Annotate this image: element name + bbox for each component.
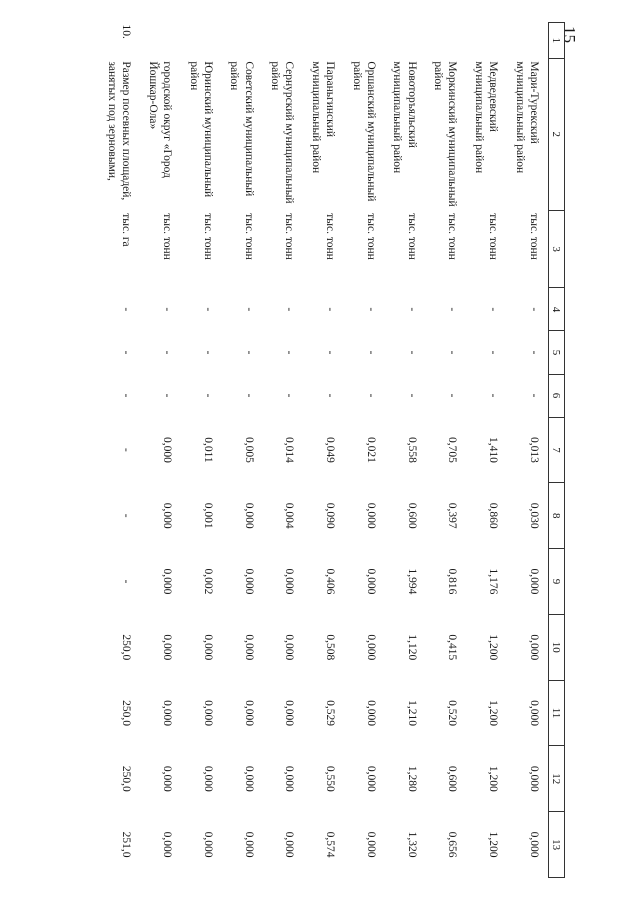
- row-value: -: [283, 307, 296, 312]
- row-value: 0,000: [161, 568, 174, 595]
- row-value: 0,000: [161, 700, 174, 726]
- row-value: 0,397: [446, 502, 459, 529]
- row-value: -: [202, 307, 214, 312]
- row-value: 0,415: [446, 634, 459, 661]
- row-number: [263, 23, 304, 59]
- row-value: 0,816: [446, 568, 459, 595]
- row-value: 0,000: [242, 568, 255, 595]
- row-name: Медведевский муниципальный район: [472, 61, 500, 174]
- row-value: -: [487, 307, 500, 312]
- row-value: 1,120: [405, 634, 418, 661]
- row-unit: тыс. тонн: [446, 213, 459, 260]
- row-value: -: [120, 513, 133, 518]
- row-value: 0,656: [446, 831, 459, 858]
- header-cell: 12: [549, 746, 565, 812]
- row-value: -: [120, 448, 133, 452]
- row-value: 1,320: [405, 831, 418, 858]
- row-number: [385, 23, 426, 59]
- row-unit: тыс. га: [120, 213, 133, 247]
- row-value: 0,000: [528, 634, 540, 661]
- row-value: 1,200: [487, 700, 500, 726]
- row-value: 0,860: [487, 502, 500, 529]
- row-value: 1,200: [487, 765, 500, 792]
- row-value: 1,200: [487, 831, 500, 858]
- header-cell: 9: [549, 549, 565, 615]
- row-value: -: [365, 350, 377, 355]
- row-name: Сернурский муниципальный район: [269, 61, 296, 204]
- row-value: -: [242, 307, 255, 312]
- table-row: [507, 23, 548, 878]
- row-number: [344, 23, 385, 59]
- header-cell: 1: [549, 23, 565, 59]
- row-value: -: [242, 393, 255, 398]
- row-value: 1,210: [405, 700, 418, 726]
- row-value: 0,000: [283, 634, 296, 661]
- row-value: -: [446, 393, 459, 398]
- row-value: 0,090: [324, 502, 337, 529]
- table-row: [100, 23, 141, 878]
- row-value: 0,000: [283, 700, 296, 726]
- row-value: 0,000: [242, 634, 255, 661]
- row-value: -: [324, 350, 337, 355]
- row-value: 0,000: [161, 831, 174, 858]
- row-value: 0,000: [242, 765, 255, 792]
- row-value: 0,002: [202, 568, 214, 595]
- row-value: 1,200: [487, 634, 500, 661]
- row-value: 0,000: [161, 765, 174, 792]
- row-value: 0,000: [365, 568, 377, 595]
- row-value: -: [528, 307, 540, 312]
- row-value: 0,550: [324, 765, 337, 792]
- table-row: [344, 23, 385, 878]
- row-value: 1,994: [405, 568, 418, 595]
- row-value: 250,0: [120, 700, 133, 726]
- row-value: 0,011: [202, 437, 214, 463]
- row-value: -: [487, 350, 500, 355]
- header-cell: 7: [549, 417, 565, 483]
- row-number: [507, 23, 548, 59]
- row-value: 0,406: [324, 568, 337, 595]
- header-cell: 6: [549, 374, 565, 417]
- row-unit: тыс. тонн: [202, 213, 214, 260]
- row-name: Мари-Турекский муниципальный район: [513, 61, 540, 174]
- row-number: [304, 23, 345, 59]
- row-value: -: [405, 307, 418, 312]
- row-value: 0,000: [242, 831, 255, 858]
- row-value: 1,410: [487, 437, 500, 463]
- row-unit: тыс. тонн: [283, 213, 296, 260]
- row-value: -: [202, 393, 214, 398]
- row-value: 0,705: [446, 437, 459, 463]
- table-row: [141, 23, 182, 878]
- row-value: -: [446, 307, 459, 312]
- row-unit: тыс. тонн: [365, 213, 377, 260]
- row-value: 0,000: [528, 831, 540, 858]
- row-value: 0,013: [528, 437, 540, 463]
- rotated-table-container: [100, 22, 565, 878]
- row-value: 250,0: [120, 765, 133, 792]
- row-value: 0,000: [365, 502, 377, 529]
- header-row: [549, 23, 565, 878]
- row-value: 0,000: [365, 831, 377, 858]
- row-value: -: [161, 350, 174, 355]
- row-value: -: [283, 393, 296, 398]
- table-row: [222, 23, 263, 878]
- row-value: -: [161, 393, 174, 398]
- row-unit: тыс. тонн: [161, 213, 174, 260]
- row-value: 0,000: [161, 634, 174, 661]
- row-value: 1,280: [405, 765, 418, 792]
- header-cell: 4: [549, 288, 565, 331]
- table-row: [181, 23, 222, 878]
- row-name: городской округ «Город Йошкар-Ола»: [146, 61, 174, 178]
- row-unit: тыс. тонн: [487, 213, 500, 260]
- header-cell: 5: [549, 331, 565, 374]
- row-value: 0,558: [405, 437, 418, 463]
- row-name: Параньгинский муниципальный район: [309, 61, 337, 174]
- row-value: 0,600: [446, 765, 459, 792]
- row-value: 0,000: [161, 502, 174, 529]
- table-row: [467, 23, 508, 878]
- row-value: 0,000: [528, 568, 540, 595]
- row-value: 0,000: [283, 568, 296, 595]
- table-row: [304, 23, 345, 878]
- row-name: Советский муниципальный район: [228, 61, 255, 197]
- row-value: -: [528, 393, 540, 398]
- row-value: 251,0: [120, 831, 133, 858]
- header-cell: 2: [549, 58, 565, 210]
- row-value: -: [161, 307, 174, 312]
- row-value: 0,004: [283, 502, 296, 529]
- row-value: 0,021: [365, 437, 377, 463]
- row-value: -: [405, 393, 418, 398]
- row-value: -: [324, 307, 337, 312]
- header-cell: 13: [549, 812, 565, 878]
- row-value: 0,000: [283, 831, 296, 858]
- row-number: [426, 23, 467, 59]
- row-name: Размер посевных площадей, занятых под зерновыми,: [106, 61, 133, 201]
- header-cell: 11: [549, 680, 565, 746]
- row-name: Оршанский муниципальный район: [350, 61, 377, 202]
- row-value: -: [202, 350, 214, 355]
- row-value: -: [324, 393, 337, 398]
- row-value: 0,520: [446, 700, 459, 726]
- row-value: 0,000: [161, 437, 174, 463]
- table-row: [263, 23, 304, 878]
- header-cell: 8: [549, 483, 565, 549]
- page-number: 15: [560, 26, 579, 43]
- table-row: [426, 23, 467, 878]
- row-value: -: [120, 393, 133, 398]
- row-value: -: [487, 393, 500, 398]
- row-number: [467, 23, 508, 59]
- row-value: 0,000: [528, 765, 540, 792]
- row-number: 10.: [120, 24, 133, 39]
- header-cell: 3: [549, 210, 565, 288]
- row-value: 0,600: [405, 502, 418, 529]
- row-value: 0,000: [202, 700, 214, 726]
- row-value: 0,000: [242, 502, 255, 529]
- row-value: 0,000: [242, 700, 255, 726]
- row-value: 0,000: [202, 765, 214, 792]
- row-unit: тыс. тонн: [242, 213, 255, 260]
- row-number: [222, 23, 263, 59]
- indicators-table: [100, 22, 565, 878]
- row-value: 0,574: [324, 831, 337, 858]
- row-value: 0,000: [202, 634, 214, 661]
- row-value: -: [120, 350, 133, 355]
- row-value: -: [528, 350, 540, 355]
- row-name: Юринский муниципальный район: [187, 61, 214, 198]
- row-number: [141, 23, 182, 59]
- row-value: 0,005: [242, 437, 255, 463]
- row-value: 1,176: [487, 568, 500, 595]
- row-name: Моркинский муниципальный район: [432, 61, 459, 207]
- row-value: 0,000: [365, 634, 377, 661]
- row-number: [181, 23, 222, 59]
- row-value: -: [283, 350, 296, 355]
- row-value: -: [120, 579, 133, 584]
- row-value: 0,000: [365, 765, 377, 792]
- row-value: 0,030: [528, 502, 540, 529]
- row-value: -: [365, 393, 377, 398]
- table-row: [385, 23, 426, 878]
- row-value: 0,508: [324, 634, 337, 661]
- row-value: -: [405, 350, 418, 355]
- row-value: -: [242, 350, 255, 355]
- row-value: 0,000: [528, 700, 540, 726]
- row-value: 0,000: [365, 700, 377, 726]
- row-unit: тыс. тонн: [405, 213, 418, 260]
- row-value: 0,001: [202, 502, 214, 529]
- row-value: -: [365, 307, 377, 312]
- row-value: -: [120, 307, 133, 312]
- row-name: Новоторъяльский муниципальный район: [391, 61, 418, 174]
- header-cell: 10: [549, 614, 565, 680]
- row-value: 0,000: [283, 765, 296, 792]
- row-value: -: [446, 350, 459, 355]
- row-value: 0,014: [283, 437, 296, 463]
- row-value: 250,0: [120, 634, 133, 661]
- row-unit: тыс. тонн: [324, 213, 337, 260]
- row-value: 0,049: [324, 437, 337, 463]
- row-value: 0,529: [324, 700, 337, 726]
- row-value: 0,000: [202, 831, 214, 858]
- row-unit: тыс. тонн: [528, 213, 540, 260]
